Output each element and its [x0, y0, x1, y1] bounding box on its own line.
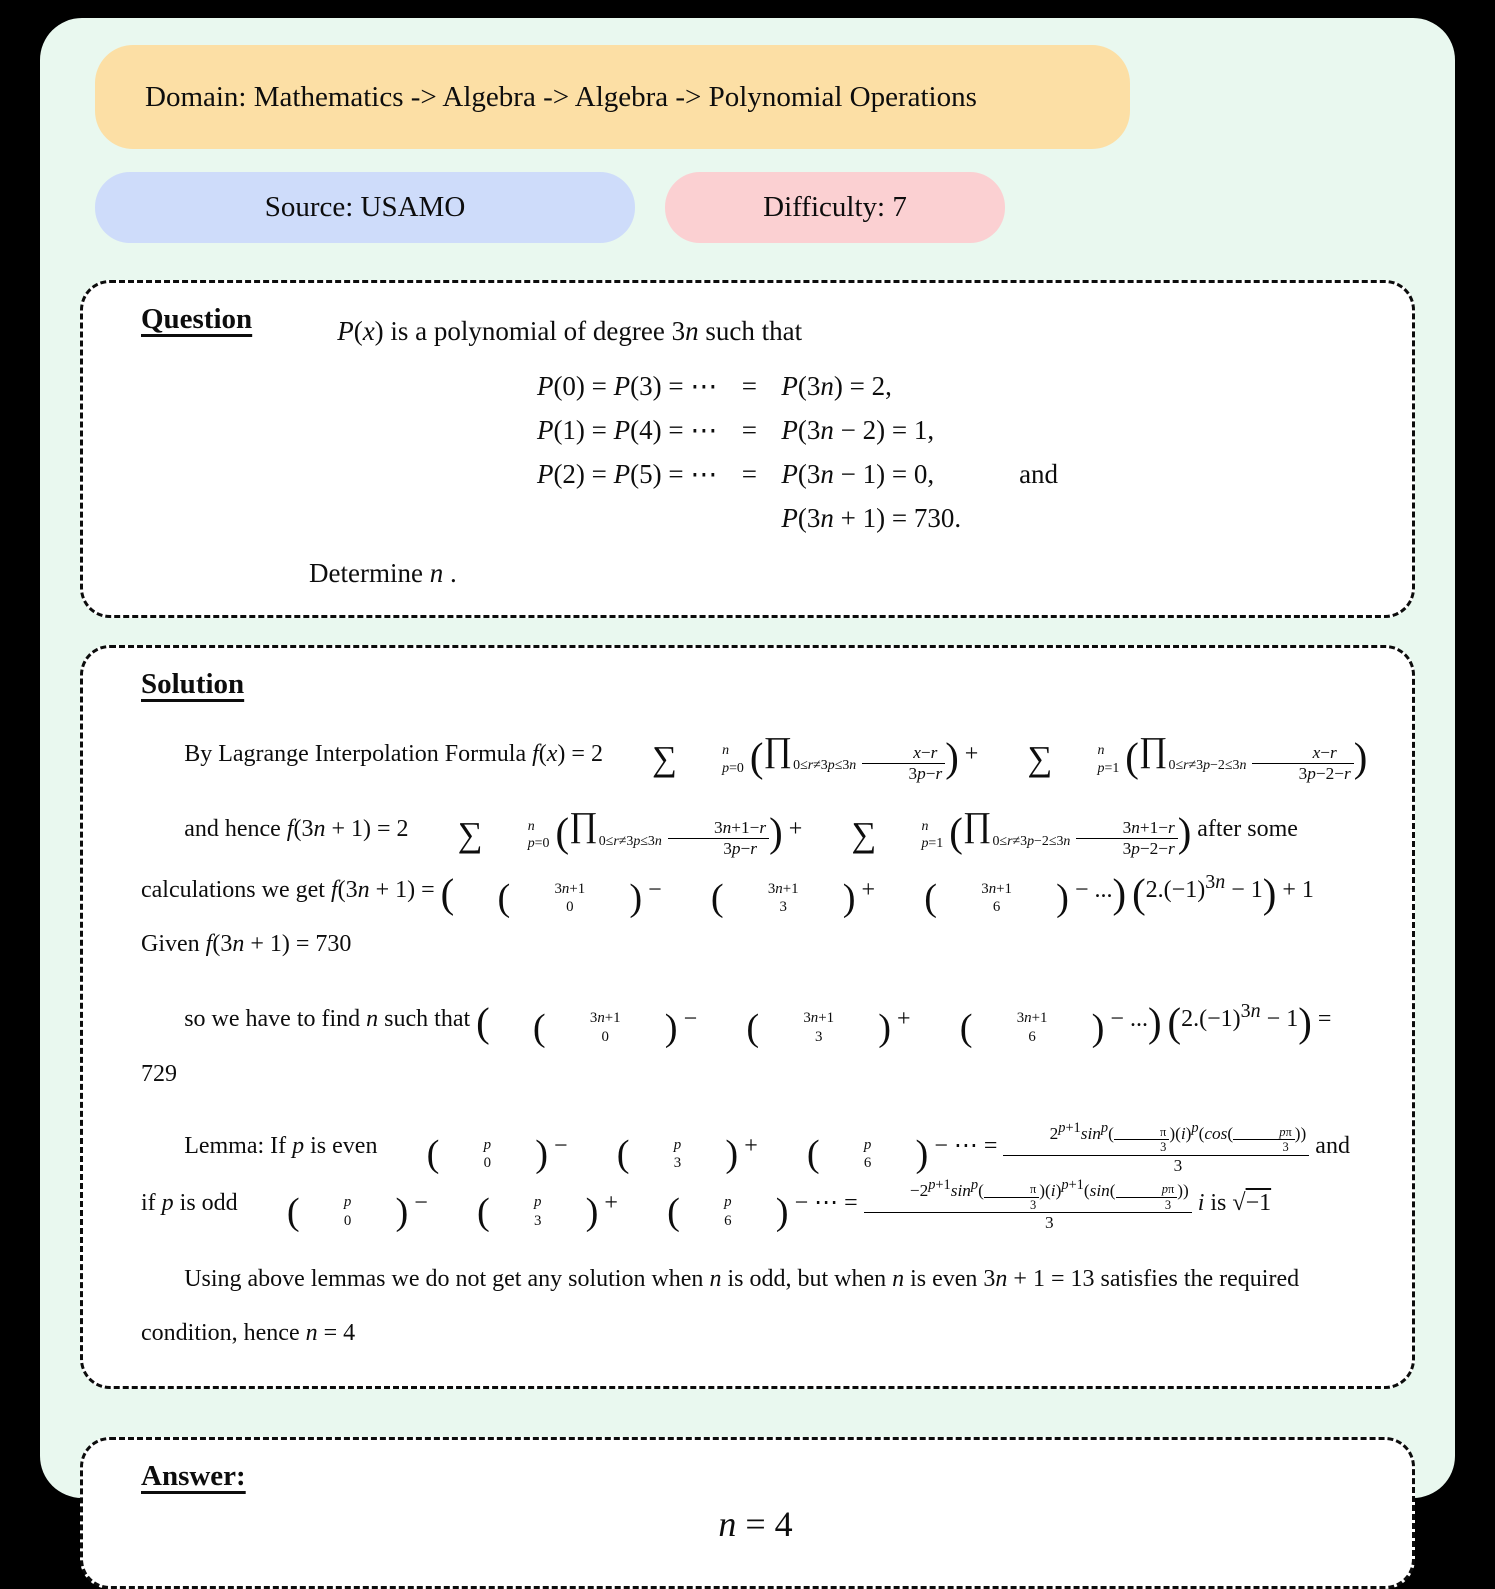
equation-cell: P(1) = P(4) = ⋯	[536, 415, 718, 445]
equation-cell: P(2) = P(5) = ⋯	[536, 459, 718, 489]
answer-value: n = 4	[718, 1503, 793, 1544]
equation-cell	[537, 503, 717, 534]
equation-cell	[961, 415, 1058, 446]
equation-cell: =	[741, 371, 757, 401]
problem-card	[40, 18, 1455, 1544]
solution-paragraph: so we have to find n such that ( ( 3n+1 0 ) − ( 3n+1 3 ) + ( 3n+1 6 ) − ...) $(2.(-1)^{3n} - 1) = 729$	[141, 1000, 1332, 1087]
equation-cell: P(3n − 2) = 1,	[781, 415, 935, 445]
equation-cell	[717, 503, 781, 534]
answer-box	[80, 1437, 1415, 1589]
equation-cell: P(0) = P(3) = ⋯	[536, 371, 718, 401]
difficulty-badge	[665, 172, 1005, 243]
domain-badge-text: Domain: Mathematics -> Algebra -> Algebra -> Polynomial Operations	[145, 80, 977, 113]
equation-cell	[961, 503, 1058, 534]
answer-title: Answer:	[141, 1459, 246, 1492]
equation-cell: =	[741, 459, 757, 489]
question-box	[80, 280, 1415, 618]
solution-paragraph: Lemma: If p is even ( p 0 ) − ( p 3 ) + ( p 6 ) − ⋯ = $2^{p+1}\sin^p$( $\frac{\pi}{3}$ )$(i)^p(\cos$( $\frac{p\pi}{3}$ )) 3 and if p is odd ( p 0 ) − ( p 3 ) + ( p 6 ) − ⋯ = $-2^{p+1}\sin^p$( $\frac{\pi}{3}$ )$(i)^{p+1}(\sin$( $\frac{p\pi}{3}$ )) 3 i is √−1	[141, 1119, 1350, 1233]
equation-cell: P(3n) = 2,	[781, 371, 892, 401]
solution-paragraph: and hence f(3n + 1) = 2 ∑ n p=0 ($\prod_{0\le r\ne 3p\le 3n}$ $\frac{3n+1-r}{3p-r}$ ) + ∑ n p=1 ($\prod_{0\le r\ne 3p-2\le 3n}$ $\frac{3n+1-r}{3p-2-r}$ ) after some calculations we get f(3n + 1) = ( ( 3n+1 0 ) − ( 3n+1 3 ) + ( 3n+1 6 ) − ...) $(2.(-1)^{3n} - 1) + 1$ Given f(3n + 1) = 730	[141, 805, 1314, 958]
solution-paragraph: Using above lemmas we do not get any solution when n is odd, but when n is even 3n + 1 = 13 satisfies the required condition, hence n = 4	[141, 1265, 1300, 1346]
question-intro: P(x) is a polynomial of degree 3n such that	[337, 316, 803, 346]
question-title: Question	[141, 303, 253, 335]
source-badge-text: Source: USAMO	[264, 191, 466, 223]
equation-cell: P(3n − 1) = 0,	[781, 459, 935, 489]
question-equations	[537, 371, 1058, 534]
question-header	[141, 303, 1370, 347]
equation-cell	[961, 371, 1058, 402]
source-badge	[95, 172, 635, 243]
solution-title: Solution	[141, 668, 245, 700]
meta-badge-row	[95, 172, 1455, 243]
solution-paragraph: By Lagrange Interpolation Formula f(x) = 2 ∑ n p=0 ($\prod_{0\le r\ne 3p\le 3n}$ $\frac{x-r}{3p-r}$ ) + ∑ n p=1 ($\prod_{0\le r\ne 3p-2\le 3n}$ $\frac{x-r}{3p-2-r}$ )	[184, 730, 1368, 783]
question-determine: Determine n .	[309, 558, 457, 588]
equation-cell: P(3n + 1) = 730.	[781, 503, 962, 533]
domain-badge	[95, 45, 1130, 149]
difficulty-badge-text: Difficulty: 7	[763, 191, 907, 223]
solution-box	[80, 645, 1415, 1389]
equation-cell: and	[1019, 459, 1059, 489]
equation-cell: =	[741, 415, 757, 445]
